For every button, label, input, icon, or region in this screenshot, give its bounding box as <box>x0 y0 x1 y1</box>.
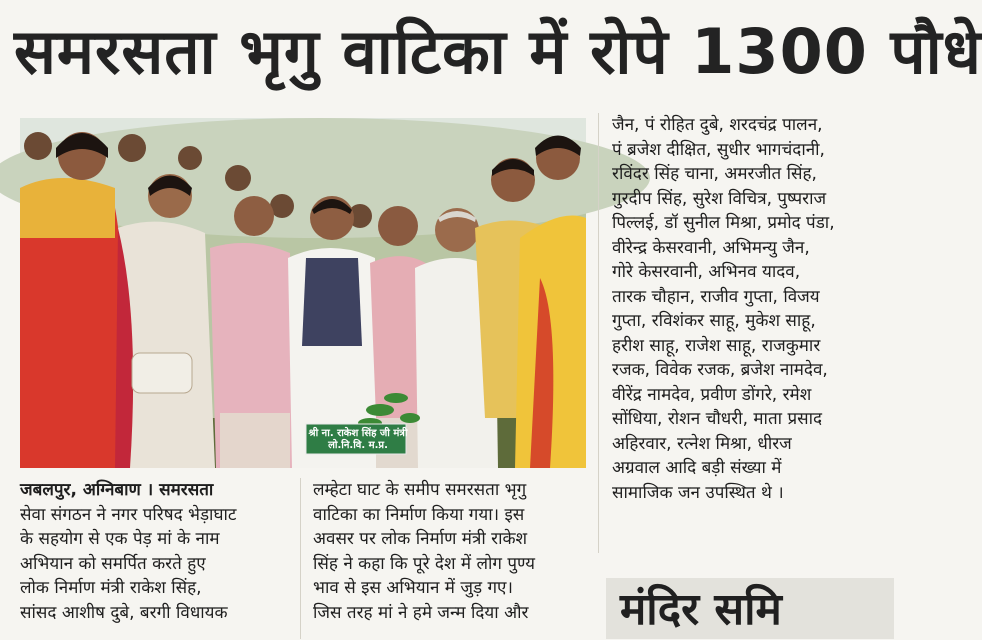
text-line: के सहयोग से एक पेड़ मां के नाम <box>20 529 220 549</box>
news-photo <box>20 118 586 468</box>
text-line: रजक, विवेक रजक, ब्रजेश नामदेव, <box>612 360 828 380</box>
plant-name-board: श्री ना. राकेश सिंह जी मंत्री लो.नि.वि. म.प्र. <box>308 428 408 451</box>
photo-illustration <box>20 118 586 468</box>
next-article-headline: मंदिर समि <box>620 584 782 635</box>
text-line: लम्हेटा घाट के समीप समरसता भृगु <box>313 480 527 500</box>
text-line: रविंदर सिंह चाना, अमरजीत सिंह, <box>612 164 817 184</box>
text-line: वीरेंद्र नामदेव, प्रवीण डोंगरे, रमेश <box>612 384 812 405</box>
text-line: सांसद आशीष दुबे, बरगी विधायक <box>20 602 228 623</box>
text-line: वीरेन्द्र केसरवानी, अभिमन्यु जैन, <box>612 237 810 258</box>
article-column-middle <box>313 478 587 625</box>
text-line: सामाजिक जन उपस्थित थे । <box>612 482 784 503</box>
dateline: जबलपुर, अग्निबाण । समरसता <box>20 480 214 500</box>
text-line: अभियान को समर्पित करते हुए <box>20 553 206 574</box>
text-line: अग्रवाल आदि बड़ी संख्या में <box>612 458 782 478</box>
text-line: हरीश साहू, राजेश साहू, राजकुमार <box>612 335 821 356</box>
text-line: सोंधिया, रोशन चौधरी, माता प्रसाद <box>612 409 823 429</box>
article-column-right <box>612 113 882 505</box>
headline: समरसता भृगु वाटिका में रोपे 1300 पौधे <box>14 15 982 88</box>
text-line: गुप्ता, रविशंकर साहू, मुकेश साहू, <box>612 311 816 331</box>
text-line: अवसर पर लोक निर्माण मंत्री राकेश <box>313 529 528 549</box>
text-line: गुरदीप सिंह, सुरेश विचित्र, पुष्पराज <box>612 188 827 209</box>
text-line: गोरे केसरवानी, अभिनव यादव, <box>612 262 801 282</box>
text-line: लोक निर्माण मंत्री राकेश सिंह, <box>20 578 202 598</box>
text-line: पं ब्रजेश दीक्षित, सुधीर भागचंदानी, <box>612 139 825 160</box>
text-line: तारक चौहान, राजीव गुप्ता, विजय <box>612 286 820 307</box>
text-line: जैन, पं रोहित दुबे, शरदचंद्र पालन, <box>612 115 823 135</box>
text-line: वाटिका का निर्माण किया गया। इस <box>313 504 525 525</box>
text-line: सिंह ने कहा कि पूरे देश में लोग पुण्य <box>313 553 535 574</box>
article-column-left <box>20 478 288 625</box>
text-line: भाव से इस अभियान में जुड़ गए। <box>313 578 513 598</box>
text-line: सेवा संगठन ने नगर परिषद भेड़ाघाट <box>20 504 237 525</box>
text-line: पिल्लई, डॉ सुनील मिश्रा, प्रमोद पंडा, <box>612 213 835 233</box>
text-line: जिस तरह मां ने हमे जन्म दिया और <box>313 602 529 623</box>
text-line: अहिरवार, रत्नेश मिश्रा, धीरज <box>612 433 792 454</box>
next-article-box <box>606 578 894 639</box>
column-divider <box>300 478 301 639</box>
column-divider <box>598 113 599 553</box>
